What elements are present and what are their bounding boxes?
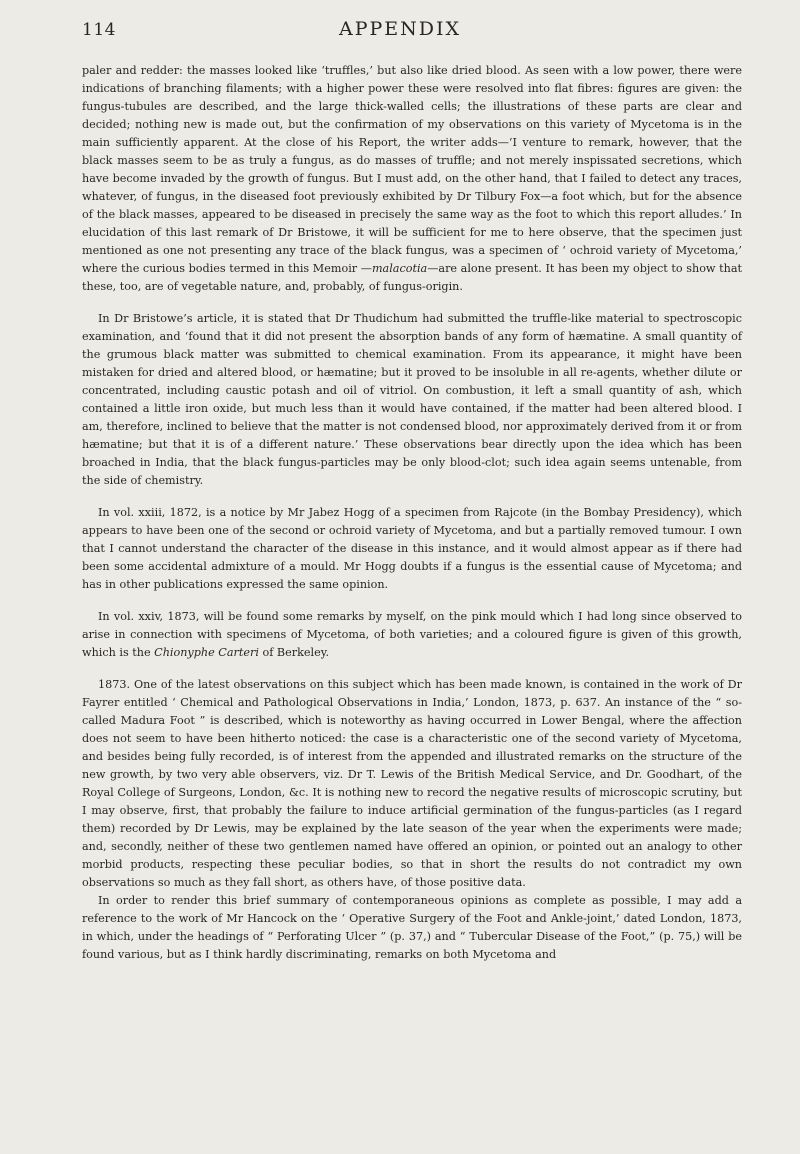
text-run: In vol. xxiv, 1873, will be found some remarks by myself, on the pink mould which I had long since observed to arise in connection with specimens of Mycetoma, of both varieties; and a coloured figure is given of this growth, which is the [82,610,742,659]
text-run: In Dr Bristowe’s article, it is stated that Dr Thudichum had submitted the truffle-like material to spectroscopic examination, and ‘found that it did not present the absorption bands of any form of hæmatine. A small quantity of the grumous black matter was submitted to chemical examination. From its appearance, it might have been mistaken for dried and altered blood, or hæmatine; but it proved to be insoluble in all re-agents, whether dilute or concentrated, including caustic potash and oil of vitriol. On combustion, it left a small quantity of ash, which contained a little iron oxide, but much less than it would have contained, if the matter had been altered blood. I am, therefore, inclined to believe that the matter is not condensed blood, nor approximately derived from it or from hæmatine; but that it is of a different nature.’ These observations bear directly upon the idea which has been broached in India, that the black fungus-particles may be only blood-clot; such idea again seems untenable, from the side of chemistry. [82,312,742,487]
text-run: —are alone present. It has been my object to show that these, too, are of vegetable nature, and, probably, of fungus-origin. [82,262,742,293]
paragraph [82,310,742,490]
italic-text: Chionyphe Carteri [154,646,259,659]
page-header [0,16,800,46]
paragraph [82,62,742,296]
paragraph [82,676,742,892]
text-run: paler and redder: the masses looked like ‘truffles,’ but also like dried blood. As seen with a low power, there were indications of branching filaments; with a higher power these were resolved into flat fibres: figures are given: the fungus-tubules are described, and the large thick-walled cells; the illustrations of these parts are clear and decided; nothing new is made out, but the confirmation of my observations on this variety of Mycetoma is in the main sufficiently apparent. At the close of his Report, the writer adds—‘I venture to remark, however, that the black masses seem to be as truly a fungus, as do masses of truffle; and not merely inspissated secretions, which have become invaded by the growth of fungus. But I must add, on the other hand, that I failed to detect any traces, whatever, of fungus, in the diseased foot previously exhibited by Dr Tilbury Fox—a foot which, but for the absence of the black masses, appeared to be diseased in precisely the same way as the foot to which this report alludes.’ In elucidation of this last remark of Dr Bristowe, it will be sufficient for me to here observe, that the specimen just mentioned as one not presenting any trace of the black fungus, was a specimen of ‘ ochroid variety of Mycetoma,’ where the curious bodies termed in this Memoir — [82,64,742,275]
text-run: In order to render this brief summary of contemporaneous opinions as complete as possible, I may add a reference to the work of Mr Hancock on the ‘ Operative Surgery of the Foot and Ankle-joint,’ dated London, 1873, in which, under the headings of “ Perforating Ulcer ” (p. 37,) and “ Tubercular Disease of the Foot,” (p. 75,) will be found various, but as I think hardly discriminating, remarks on both Mycetoma and [82,894,742,961]
body-text [82,62,742,978]
italic-text: malacotia [371,262,428,275]
page-number: 114 [82,20,116,40]
text-run: In vol. xxiii, 1872, is a notice by Mr Jabez Hogg of a specimen from Rajcote (in the Bombay Presidency), which appears to have been one of the second or ochroid variety of Mycetoma, and but a partially removed tumour. I own that I cannot understand the character of the disease in this instance, and it would almost appear as if there had been some accidental admixture of a mould. Mr Hogg doubts if a fungus is the essential cause of Mycetoma; and has in other publications expressed the same opinion. [82,506,742,591]
running-head: APPENDIX [338,18,462,40]
text-run: 1873. One of the latest observations on this subject which has been made known, is contained in the work of Dr Fayrer entitled ‘ Chemical and Pathological Observations in India,’ London, 1873, p. 637. An instance of the “ so-called Madura Foot ” is described, which is noteworthy as having occurred in Lower Bengal, where the affection does not seem to have been hitherto noticed: the case is a characteristic one of the second variety of Mycetoma, and besides being fully recorded, is of interest from the appended and illustrated remarks on the structure of the new growth, by two very able observers, viz. Dr T. Lewis of the British Medical Service, and Dr. Goodhart, of the Royal College of Surgeons, London, &c. It is nothing new to record the negative results of microscopic scrutiny, but I may observe, first, that probably the failure to induce artificial germination of the fungus-particles (as I regard them) recorded by Dr Lewis, may be explained by the late season of the year when the experiments were made; and, secondly, neither of these two gentlemen named have offered an opinion, or pointed out an analogy to other morbid products, respecting these peculiar bodies, so that in short the results do not contradict my own observations so much as they fall short, as others have, of those positive data. [82,678,742,889]
paragraph [82,892,742,964]
paragraph [82,504,742,594]
text-run: of Berkeley. [258,646,330,659]
paragraph [82,608,742,662]
